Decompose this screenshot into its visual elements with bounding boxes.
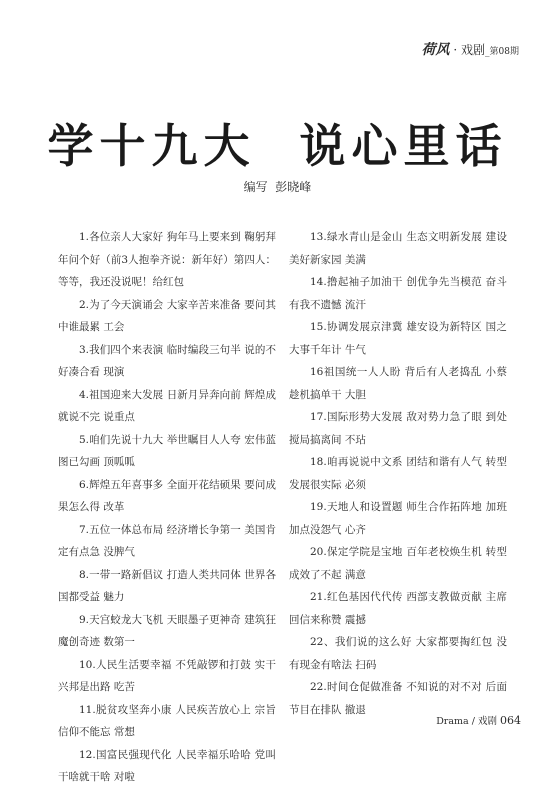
verse-item: 22.时间仓促做准备 不知说的对不对 后面节目在排队 撤退 bbox=[289, 681, 507, 716]
verse-item: 2.为了今天演诵会 大家辛苦来准备 要问其中谁最累 工会 bbox=[58, 298, 276, 333]
verse-item: 22、我们说的这么好 大家都要掏红包 没有现金有啥法 扫码 bbox=[289, 636, 507, 671]
footer-label-en: Drama bbox=[436, 716, 469, 727]
header-section: 戏剧 bbox=[461, 43, 486, 57]
verse-item: 19.天地人和设置题 师生合作拓阵地 加班加点没怨气 心齐 bbox=[289, 501, 507, 536]
verse-item: 6.辉煌五年喜事多 全面开花结硕果 要问成果怎么得 改革 bbox=[58, 478, 276, 513]
verse-item: 21.红色基因代代传 西部支教做贡献 主席回信来称赞 震撼 bbox=[289, 591, 507, 626]
verse-item: 8.一带一路新倡议 打造人类共同体 世界各国都受益 魅力 bbox=[58, 568, 276, 603]
verse-item: 16祖国统一人人盼 背后有人老捣乱 小蔡趁机搞单干 大胆 bbox=[289, 366, 507, 401]
footer-slash: / bbox=[471, 716, 475, 727]
verse-item: 20.保定学院是宝地 百年老校焕生机 转型成效了不起 满意 bbox=[289, 546, 507, 581]
verse-item: 11.脱贫攻坚奔小康 人民疾苦放心上 宗旨信仰不能忘 常想 bbox=[58, 703, 276, 738]
header-separator: _ bbox=[485, 47, 490, 57]
verse-item: 15.协调发展京津冀 雄安设为新特区 国之大事千年计 牛气 bbox=[289, 321, 507, 356]
verse-item: 14.撸起袖子加油干 创优争先当模范 奋斗有我不遗憾 流汗 bbox=[289, 276, 507, 311]
footer-label-cn: 戏剧 bbox=[477, 716, 497, 727]
header-dot: · bbox=[453, 43, 458, 57]
verse-item: 1.各位亲人大家好 狗年马上要来到 鞠躬拜年问个好（前3人抱拳齐说：新年好）第四人：等等，我还没说呢！给红包 bbox=[58, 231, 276, 288]
verse-item: 10.人民生活要幸福 不凭敲锣和打鼓 实干兴邦是出路 吃苦 bbox=[58, 658, 276, 693]
article-byline: 编写 彭晓峰 bbox=[243, 180, 312, 194]
article-title: 学十九大 说心里话 bbox=[47, 119, 508, 173]
verse-item: 9.天宫蛟龙大飞机 天眼墨子更神奇 建筑狂魔创奇迹 数第一 bbox=[58, 613, 276, 648]
verse-item: 3.我们四个来表演 临时编段三句半 说的不好凑合看 现演 bbox=[58, 343, 276, 378]
article-column-right bbox=[289, 226, 507, 721]
article-column-left bbox=[58, 226, 276, 789]
verse-item: 7.五位一体总布局 经济增长争第一 美国肯定有点急 没脾气 bbox=[58, 523, 276, 558]
verse-item: 4.祖国迎来大发展 日新月异奔向前 辉煌成就说不完 说重点 bbox=[58, 388, 276, 423]
magazine-brand-logo: 荷风 bbox=[421, 42, 450, 58]
verse-item: 5.咱们先说十九大 举世瞩目人人夸 宏伟蓝图已勾画 顶呱呱 bbox=[58, 433, 276, 468]
header-issue-number: 第08期 bbox=[489, 47, 519, 57]
page-footer bbox=[436, 713, 521, 727]
verse-item: 18.咱再说说中文系 团结和谐有人气 转型发展很实际 必须 bbox=[289, 456, 507, 491]
page-number: 064 bbox=[500, 714, 521, 727]
verse-item: 17.国际形势大发展 敌对势力急了眼 到处搅局搞离间 不玷 bbox=[289, 411, 507, 446]
magazine-header-mark bbox=[422, 39, 519, 59]
verse-item: 12.国富民强现代化 人民幸福乐哈哈 党叫干啥就干啥 对啦 bbox=[58, 748, 276, 783]
verse-item: 13.绿水青山是金山 生态文明新发展 建设美好新家园 美满 bbox=[289, 231, 507, 266]
